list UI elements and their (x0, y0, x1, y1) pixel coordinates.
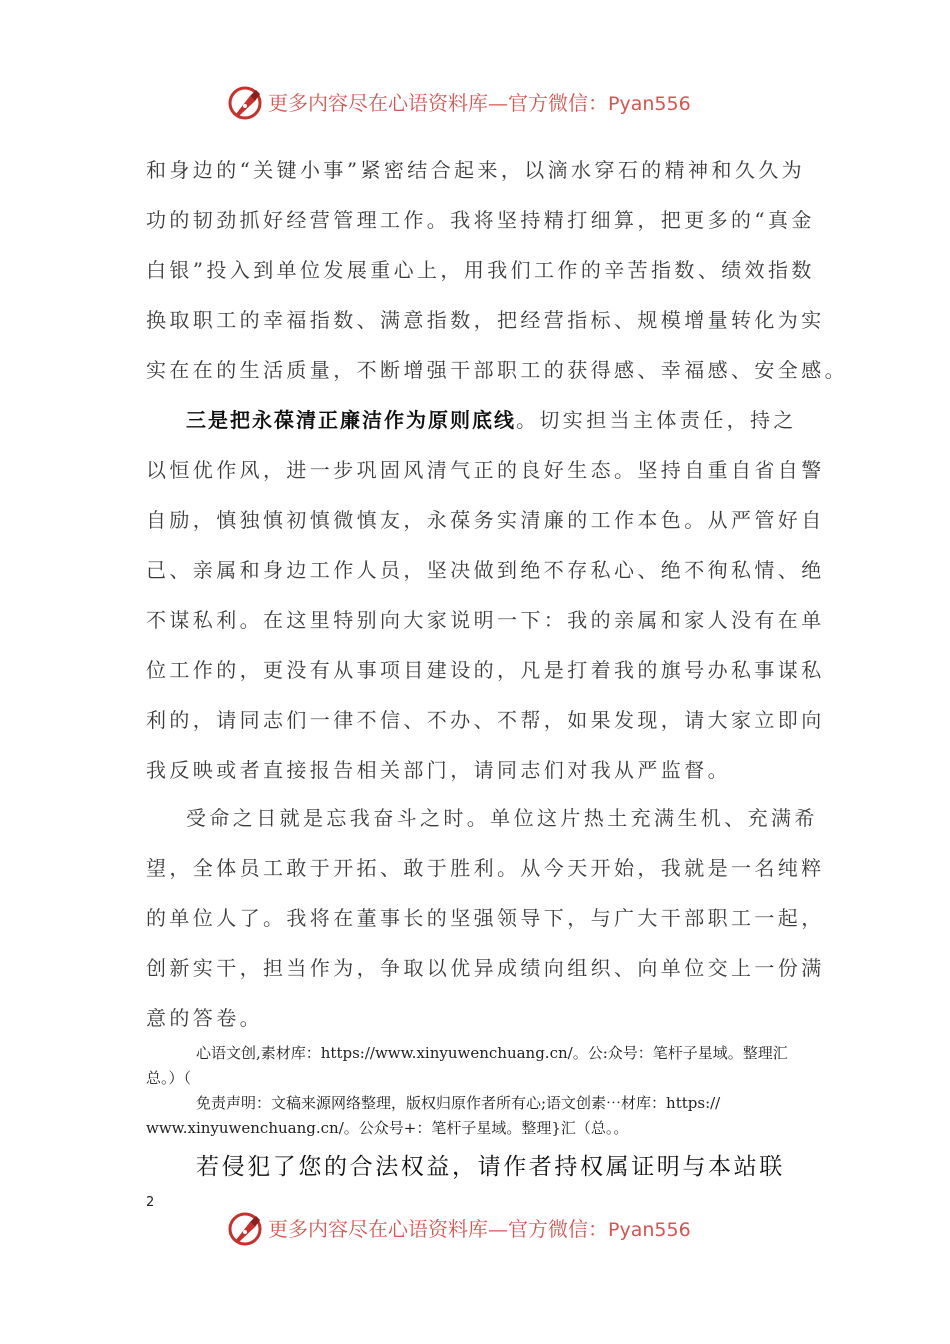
body-line: 望，全体员工敢于开拓、敢于胜利。从今天开始，我就是一名纯粹 (146, 856, 825, 880)
body-line: 自励，慎独慎初慎微慎友，永葆务实清廉的工作本色。从严管好自 (146, 508, 825, 532)
body-line: 实在在的生活质量，不断增强干部职工的获得感、幸福感、安全感。 (146, 358, 848, 382)
body-line: 以恒优作风，进一步巩固风清气正的良好生态。坚持自重自省自警 (146, 458, 825, 482)
body-line: 和身边的“关键小事”紧密结合起来，以滴水穿石的精神和久久为 (146, 158, 806, 182)
body-line: 不谋私利。在这里特别向大家说明一下：我的亲属和家人没有在单 (146, 608, 825, 632)
banner-wechat-id: Pyan556 (608, 93, 691, 115)
body-line: 位工作的，更没有从事项目建设的，凡是打着我的旗号办私事谋私 (146, 658, 825, 682)
body-line: 我反映或者直接报告相关部门，请同志们对我从严监督。 (146, 758, 731, 782)
para3-first-line: 三是把永葆清正廉洁作为原则底线。切实担当主体责任，持之 (186, 408, 797, 432)
body-line: 受命之日就是忘我奋斗之时。单位这片热土充满生机、充满希 (186, 806, 818, 830)
body-line: 功的韧劲抓好经营管理工作。我将坚持精打细算，把更多的“真金 (146, 208, 815, 232)
banner-text: 更多内容尽在心语资料库—官方微信：Pyan556 (268, 91, 691, 115)
source-note: 心语文创,素材库：https://www.xinyuwenchuang.cn/。公:众号：笔杆子星域。整理汇 (196, 1044, 788, 1062)
banner-wechat-id: Pyan556 (608, 1219, 691, 1241)
disclaimer-cont: www.xinyuwenchuang.cn/。公众号+：笔杆子星域。整理}汇（总。。 (146, 1119, 629, 1137)
body-line: 利的，请同志们一律不信、不办、不帮，如果发现，请大家立即向 (146, 708, 825, 732)
body-line: 意的答卷。 (146, 1006, 263, 1030)
pen-nib-logo-icon (226, 1210, 264, 1248)
disclaimer: 免责声明：文稿来源网络整理，版权归原作者所有心;语文创素⋯材库：https:// (196, 1094, 721, 1112)
banner-text: 更多内容尽在心语资料库—官方微信：Pyan556 (268, 1217, 691, 1241)
body-line: 创新实干，担当作为，争取以优异成绩向组织、向单位交上一份满 (146, 956, 825, 980)
header-banner (0, 84, 950, 124)
para3-lead-heading: 三是把永葆清正廉洁作为原则底线 (186, 408, 516, 432)
body-line: 的单位人了。我将在董事长的坚强领导下，与广大干部职工一起， (146, 906, 825, 930)
footer-banner (0, 1210, 950, 1250)
page-number: 2 (146, 1195, 155, 1210)
pen-nib-logo-icon (226, 84, 264, 122)
body-line: 换取职工的幸福指数、满意指数，把经营指标、规模增量转化为实 (146, 308, 825, 332)
body-line: 己、亲属和身边工作人员，坚决做到绝不存私心、绝不徇私情、绝 (146, 558, 825, 582)
body-line: 白银”投入到单位发展重心上，用我们工作的辛苦指数、绩效指数 (146, 258, 815, 282)
copyright-notice: 若侵犯了您的合法权益，请作者持权属证明与本站联 (196, 1154, 785, 1180)
source-note-cont: 总。）（ (146, 1069, 192, 1087)
